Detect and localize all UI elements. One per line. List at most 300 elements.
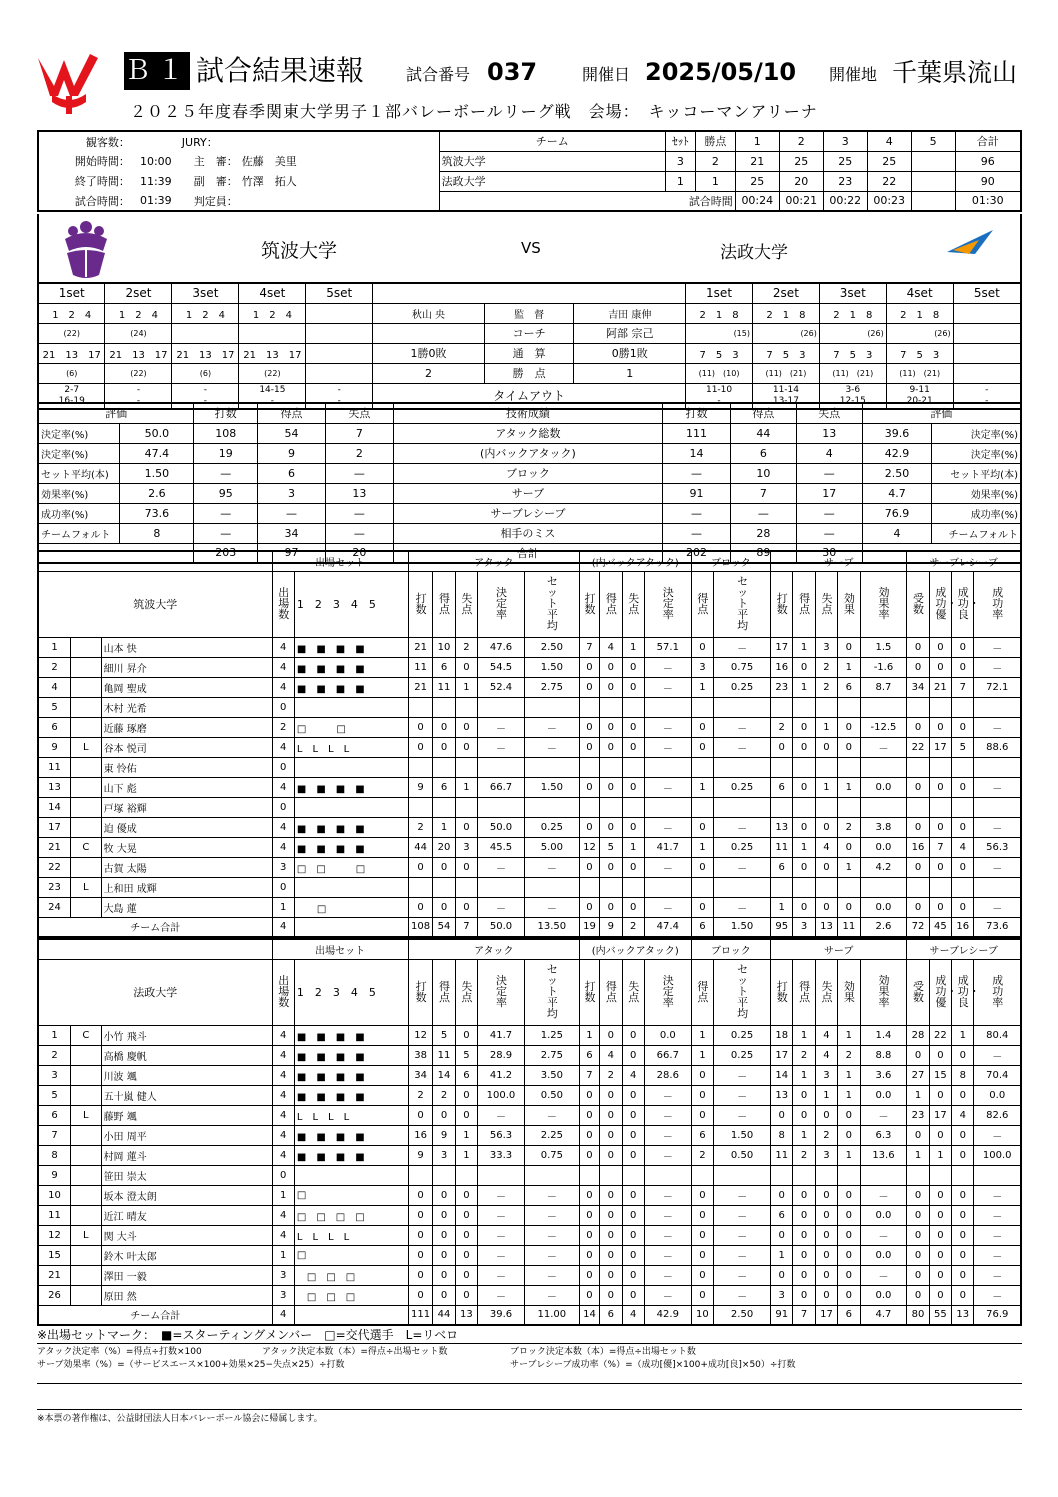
player-cell: 1 bbox=[838, 777, 860, 797]
total-cell: 55 bbox=[929, 1305, 951, 1325]
stat-cell: — bbox=[663, 463, 731, 483]
player-cell: 0 bbox=[691, 1065, 713, 1085]
player-cell: 0 bbox=[907, 777, 929, 797]
player-cell: 0 bbox=[579, 1245, 599, 1265]
player-cell: 0 bbox=[793, 817, 815, 837]
player-row bbox=[38, 717, 1021, 737]
player-cell: 17 bbox=[38, 817, 71, 837]
total-cell: 16 bbox=[952, 917, 974, 937]
player-cell: 1.50 bbox=[524, 657, 579, 677]
player-cell: 1 bbox=[793, 1025, 815, 1045]
player-cell: 山下 彪 bbox=[101, 777, 272, 797]
player-cell: 0 bbox=[622, 1205, 644, 1225]
player-cell: － bbox=[974, 717, 1021, 737]
eval-value: 8 bbox=[120, 523, 194, 543]
player-cell: － bbox=[644, 677, 691, 697]
player-row bbox=[38, 757, 1021, 777]
total-cell: 39.6 bbox=[478, 1305, 525, 1325]
player-cell: 2.50 bbox=[524, 637, 579, 657]
player-cell bbox=[771, 877, 793, 897]
stat-cell: 95 bbox=[194, 483, 258, 503]
player-cell bbox=[974, 797, 1021, 817]
player-cell: － bbox=[644, 1185, 691, 1205]
player-cell: － bbox=[714, 1245, 771, 1265]
player-cell: 0.25 bbox=[524, 817, 579, 837]
player-cell: 東 怜佑 bbox=[101, 757, 272, 777]
tech-name: アタック総数 bbox=[393, 423, 662, 443]
player-cell: － bbox=[714, 817, 771, 837]
player-cell bbox=[815, 697, 837, 717]
player-cell: 0 bbox=[952, 1245, 974, 1265]
total-cell: 4 bbox=[272, 1305, 294, 1325]
player-cell bbox=[71, 777, 102, 797]
player-row bbox=[38, 1025, 1021, 1045]
note: アタック決定本数（本）=得点÷出場セット数 bbox=[262, 1347, 448, 1357]
player-cell: 0 bbox=[622, 857, 644, 877]
player-cell: 村岡 蓮斗 bbox=[101, 1145, 272, 1165]
h-hit: 打数 bbox=[194, 403, 258, 423]
player-row bbox=[38, 697, 1021, 717]
player-cell: 7 bbox=[38, 1125, 71, 1145]
player-cell bbox=[524, 797, 579, 817]
player-cell: 5 bbox=[952, 737, 974, 757]
player-cell: □ □ □ bbox=[294, 857, 408, 877]
player-cell bbox=[455, 757, 477, 777]
player-cell: 22 bbox=[38, 857, 71, 877]
player-cell bbox=[71, 637, 102, 657]
score-cell: 25 bbox=[779, 151, 823, 171]
score-cell bbox=[911, 171, 955, 191]
total-cell: 203 bbox=[194, 543, 258, 563]
stat-cell: 7 bbox=[730, 483, 796, 503]
player-cell: 1 bbox=[929, 1145, 951, 1165]
score-pts: 2 bbox=[695, 151, 735, 171]
player-cell: 鈴木 叶太郎 bbox=[101, 1245, 272, 1265]
player-cell: 82.6 bbox=[974, 1105, 1021, 1125]
player-cell: － bbox=[714, 1105, 771, 1125]
player-cell: 0 bbox=[793, 737, 815, 757]
team-total-row bbox=[38, 1305, 1021, 1325]
stat-cell: 34 bbox=[258, 523, 326, 543]
sub: (24) bbox=[105, 323, 172, 343]
h-set: ｾｯﾄ bbox=[665, 131, 695, 151]
player-cell: － bbox=[524, 1245, 579, 1265]
player-cell: 5 bbox=[433, 1025, 455, 1045]
h-tech: 技術成績 bbox=[393, 403, 662, 423]
player-cell: 0 bbox=[600, 1105, 622, 1125]
total-cell: 91 bbox=[771, 1305, 793, 1325]
timeout: - bbox=[203, 395, 208, 406]
sub bbox=[306, 323, 373, 343]
player-cell: 0 bbox=[838, 1225, 860, 1245]
player-cell: 0 bbox=[579, 1105, 599, 1125]
player-cell: 0 bbox=[793, 777, 815, 797]
player-cell: 0 bbox=[600, 1125, 622, 1145]
player-cell: 1 bbox=[622, 837, 644, 857]
player-cell: □ □ □ □ bbox=[294, 1205, 408, 1225]
player-cell bbox=[929, 1165, 951, 1185]
note: アタック決定率（%）=得点÷打数×100 bbox=[37, 1347, 202, 1357]
player-cell bbox=[622, 1165, 644, 1185]
player-cell: 3.8 bbox=[860, 817, 907, 837]
player-cell: － bbox=[524, 737, 579, 757]
sub bbox=[953, 363, 1021, 383]
player-cell: 0 bbox=[793, 1245, 815, 1265]
eval-value: 1.50 bbox=[120, 463, 194, 483]
set-time: 00:22 bbox=[823, 191, 867, 211]
player-cell: － bbox=[714, 1265, 771, 1285]
player-cell: 0 bbox=[929, 717, 951, 737]
player-cell: 1 bbox=[815, 1085, 837, 1105]
player-cell: 0 bbox=[838, 837, 860, 857]
player-cell: － bbox=[974, 1285, 1021, 1305]
total-cell: 54 bbox=[433, 917, 455, 937]
player-cell: 0 bbox=[408, 897, 433, 917]
player-cell: 1 bbox=[793, 677, 815, 697]
stat-cell: 54 bbox=[258, 423, 326, 443]
player-cell: － bbox=[714, 1085, 771, 1105]
player-cell: 3.50 bbox=[524, 1065, 579, 1085]
player-cell: 3 bbox=[815, 1145, 837, 1165]
timeout: 13-17 bbox=[772, 395, 799, 406]
stat-cell: 28 bbox=[730, 523, 796, 543]
player-cell bbox=[600, 757, 622, 777]
total-cell bbox=[294, 917, 408, 937]
lineup-block bbox=[37, 282, 1022, 410]
player-cell bbox=[71, 717, 102, 737]
score-total: 96 bbox=[955, 151, 1021, 171]
score-total: 90 bbox=[955, 171, 1021, 191]
player-cell: 0 bbox=[907, 717, 929, 737]
player-cell: 0 bbox=[838, 1205, 860, 1225]
player-cell: 0 bbox=[691, 1205, 713, 1225]
player-cell: 13 bbox=[38, 777, 71, 797]
player-cell bbox=[579, 697, 599, 717]
stat-cell: — bbox=[194, 523, 258, 543]
player-cell: 0 bbox=[622, 737, 644, 757]
player-cell: 近藤 琢磨 bbox=[101, 717, 272, 737]
player-cell: 12 bbox=[579, 837, 599, 857]
player-cell: 4 bbox=[600, 1045, 622, 1065]
player-cell bbox=[294, 877, 408, 897]
player-cell: 12 bbox=[408, 1025, 433, 1045]
player-cell: 0 bbox=[455, 1265, 477, 1285]
home-record: 1勝0敗 bbox=[373, 343, 485, 363]
tech-block bbox=[37, 402, 1022, 564]
player-cell: 6 bbox=[771, 1205, 793, 1225]
player-cell bbox=[974, 697, 1021, 717]
player-cell: 3 bbox=[272, 1265, 294, 1285]
player-row bbox=[38, 1285, 1021, 1305]
player-cell: ■ ■ ■ ■ bbox=[294, 777, 408, 797]
away-player-block bbox=[37, 938, 1022, 1326]
player-cell: L bbox=[71, 1225, 102, 1245]
player-cell: 1 bbox=[691, 1045, 713, 1065]
jury-label: JURY： bbox=[181, 135, 218, 149]
player-cell: 0 bbox=[793, 1105, 815, 1125]
rotation: 1 2 4 bbox=[239, 303, 306, 323]
player-cell: 17 bbox=[929, 737, 951, 757]
player-cell: 0 bbox=[600, 1245, 622, 1265]
player-cell: － bbox=[478, 717, 525, 737]
player-cell: L L L L bbox=[294, 737, 408, 757]
player-cell: 0 bbox=[793, 1185, 815, 1205]
player-cell bbox=[860, 757, 907, 777]
vs-label: VS bbox=[521, 239, 541, 257]
lineup-table bbox=[37, 282, 1022, 410]
player-cell: 1 bbox=[907, 1145, 929, 1165]
player-cell bbox=[71, 797, 102, 817]
player-cell: 0 bbox=[600, 737, 622, 757]
player-cell: － bbox=[860, 737, 907, 757]
h-set-label: 1set bbox=[38, 283, 105, 303]
player-cell bbox=[691, 697, 713, 717]
player-cell: □ □ □ bbox=[294, 1285, 408, 1305]
player-cell: 2 bbox=[433, 1085, 455, 1105]
player-cell: － bbox=[478, 1205, 525, 1225]
player-cell: 0 bbox=[929, 817, 951, 837]
eval-label: 決定率(%) bbox=[38, 443, 120, 463]
player-cell: 0 bbox=[815, 737, 837, 757]
player-cell: 4 bbox=[272, 1065, 294, 1085]
player-cell bbox=[622, 877, 644, 897]
player-cell: 0 bbox=[691, 1245, 713, 1265]
player-cell bbox=[793, 1165, 815, 1185]
player-cell bbox=[71, 817, 102, 837]
timeout: - bbox=[203, 384, 208, 395]
total-time: 01:30 bbox=[955, 191, 1021, 211]
player-cell bbox=[691, 757, 713, 777]
player-cell bbox=[644, 697, 691, 717]
player-cell bbox=[71, 657, 102, 677]
h-recv: サーブレシーブ bbox=[907, 551, 1021, 571]
player-cell: 0 bbox=[579, 1125, 599, 1145]
h-attack: アタック bbox=[408, 551, 579, 571]
player-cell: － bbox=[714, 1285, 771, 1305]
h-s1: 1 bbox=[735, 131, 779, 151]
player-cell bbox=[644, 877, 691, 897]
player-cell: 11 bbox=[38, 757, 71, 777]
player-cell: ■ ■ ■ ■ bbox=[294, 1145, 408, 1165]
player-cell: 1 bbox=[815, 777, 837, 797]
record-label: 通 算 bbox=[484, 343, 574, 363]
player-cell: 38 bbox=[408, 1045, 433, 1065]
player-row bbox=[38, 1225, 1021, 1245]
player-cell bbox=[838, 1165, 860, 1185]
player-cell: 戸塚 裕輝 bbox=[101, 797, 272, 817]
player-cell: － bbox=[478, 1105, 525, 1125]
player-cell bbox=[815, 1165, 837, 1185]
player-cell: 5 bbox=[455, 1045, 477, 1065]
player-cell: － bbox=[524, 1225, 579, 1245]
player-cell: 0 bbox=[929, 1205, 951, 1225]
player-cell: － bbox=[714, 1185, 771, 1205]
player-cell bbox=[838, 757, 860, 777]
player-cell: 0 bbox=[455, 1245, 477, 1265]
eval-label: 決定率(%) bbox=[932, 423, 1021, 443]
player-cell bbox=[408, 757, 433, 777]
player-cell: 0 bbox=[952, 717, 974, 737]
player-cell: 0 bbox=[579, 717, 599, 737]
player-cell: 0 bbox=[952, 1285, 974, 1305]
player-cell bbox=[771, 797, 793, 817]
player-cell bbox=[71, 897, 102, 917]
player-cell: 4 bbox=[38, 677, 71, 697]
timeout: - bbox=[337, 384, 341, 395]
player-cell: 0 bbox=[952, 637, 974, 657]
eval-label: 効果率(%) bbox=[932, 483, 1021, 503]
sub bbox=[239, 323, 306, 343]
player-cell bbox=[71, 1205, 102, 1225]
player-cell: 1.5 bbox=[860, 637, 907, 657]
date-label: 開催日 bbox=[582, 65, 631, 84]
rotation: 21 13 17 bbox=[239, 343, 306, 363]
player-cell: 23 bbox=[907, 1105, 929, 1125]
player-cell: 0.25 bbox=[714, 677, 771, 697]
player-cell: － bbox=[714, 737, 771, 757]
eval-label: 成功率(%) bbox=[38, 503, 120, 523]
player-cell: 2.75 bbox=[524, 677, 579, 697]
team-name: 筑波大学 bbox=[38, 571, 272, 637]
player-cell: 五十嵐 健人 bbox=[101, 1085, 272, 1105]
player-cell: 0 bbox=[815, 1225, 837, 1245]
player-cell: 23 bbox=[771, 677, 793, 697]
player-cell: 6 bbox=[771, 857, 793, 877]
match-no: 037 bbox=[487, 58, 538, 86]
player-cell: 8.7 bbox=[860, 677, 907, 697]
player-cell: 2 bbox=[815, 677, 837, 697]
player-cell: 0.0 bbox=[860, 837, 907, 857]
player-cell: 3 bbox=[433, 1145, 455, 1165]
player-cell: 0 bbox=[622, 817, 644, 837]
player-row bbox=[38, 737, 1021, 757]
player-cell bbox=[579, 1165, 599, 1185]
player-cell: 0 bbox=[907, 1185, 929, 1205]
duration-label: 試合時間： bbox=[74, 194, 130, 208]
player-cell: 0 bbox=[793, 717, 815, 737]
player-cell bbox=[579, 757, 599, 777]
player-cell bbox=[714, 757, 771, 777]
player-cell: 4 bbox=[272, 1225, 294, 1245]
player-cell: 0 bbox=[579, 817, 599, 837]
player-cell: 0 bbox=[408, 1225, 433, 1245]
sub bbox=[953, 323, 1021, 343]
player-cell bbox=[714, 797, 771, 817]
score-cell: 25 bbox=[823, 151, 867, 171]
player-cell: 0 bbox=[907, 657, 929, 677]
eval-label: チームフォルト bbox=[38, 523, 120, 543]
player-cell: 0 bbox=[691, 817, 713, 837]
player-cell: － bbox=[524, 1185, 579, 1205]
player-cell: 0.75 bbox=[714, 657, 771, 677]
player-cell: 0 bbox=[455, 1205, 477, 1225]
player-cell: － bbox=[714, 1205, 771, 1225]
rotation: 7 5 3 bbox=[886, 343, 953, 363]
player-cell: □ bbox=[294, 1185, 408, 1205]
stat-cell: 9 bbox=[258, 443, 326, 463]
score-cell: 25 bbox=[867, 151, 911, 171]
rotation: 21 13 17 bbox=[105, 343, 172, 363]
player-cell: 0 bbox=[691, 897, 713, 917]
player-cell: L bbox=[71, 877, 102, 897]
stat-cell: — bbox=[325, 463, 393, 483]
player-row bbox=[38, 657, 1021, 677]
ref1-label: 主 審： bbox=[193, 155, 238, 168]
player-cell: 2 bbox=[815, 1125, 837, 1145]
player-cell bbox=[524, 877, 579, 897]
player-cell: － bbox=[974, 1125, 1021, 1145]
player-cell: 6 bbox=[38, 1105, 71, 1125]
player-cell: 0 bbox=[579, 1225, 599, 1245]
player-cell: 21 bbox=[38, 837, 71, 857]
rotation: 7 5 3 bbox=[819, 343, 886, 363]
player-cell: 1 bbox=[272, 897, 294, 917]
player-cell bbox=[974, 1165, 1021, 1185]
total-cell: 10 bbox=[691, 1305, 713, 1325]
total-cell: 30 bbox=[796, 543, 862, 563]
total-cell: 7 bbox=[793, 1305, 815, 1325]
player-cell: 6 bbox=[691, 1125, 713, 1145]
total-cell: 11 bbox=[838, 917, 860, 937]
h-set-label: 4set bbox=[239, 283, 306, 303]
player-cell: 0 bbox=[622, 1045, 644, 1065]
player-cell: 2 bbox=[793, 1145, 815, 1165]
set-time-label: 試合時間 bbox=[439, 191, 735, 211]
rotation: 7 5 3 bbox=[752, 343, 819, 363]
player-cell: 山本 快 bbox=[101, 637, 272, 657]
total-cell: 89 bbox=[730, 543, 796, 563]
h-s2: 2 bbox=[779, 131, 823, 151]
total-cell: 6 bbox=[691, 917, 713, 937]
eval-value: 47.4 bbox=[120, 443, 194, 463]
player-cell: 0 bbox=[272, 757, 294, 777]
player-cell bbox=[907, 1165, 929, 1185]
player-cell: 0 bbox=[408, 717, 433, 737]
player-cell: 0 bbox=[455, 1105, 477, 1125]
h-pts: 勝点 bbox=[695, 131, 735, 151]
away-pts: 1 bbox=[574, 363, 686, 383]
total-cell: 95 bbox=[771, 917, 793, 937]
h-set-label: 2set bbox=[105, 283, 172, 303]
tech-name: サーブレシーブ bbox=[393, 503, 662, 523]
end-time: 11:39 bbox=[139, 174, 172, 188]
set-mark-legend: ※出場セットマーク： ■=スターティングメンバー □=交代選手 L=リベロ bbox=[37, 1328, 459, 1342]
player-cell bbox=[793, 797, 815, 817]
player-cell: － bbox=[974, 1225, 1021, 1245]
player-cell: － bbox=[524, 717, 579, 737]
player-cell bbox=[478, 757, 525, 777]
sub: (11) (21) bbox=[819, 363, 886, 383]
player-cell: 0 bbox=[952, 1145, 974, 1165]
player-cell: 1 bbox=[38, 637, 71, 657]
player-cell bbox=[455, 1165, 477, 1185]
player-cell: 4 bbox=[272, 777, 294, 797]
player-cell: 0 bbox=[815, 857, 837, 877]
player-cell: 0.25 bbox=[714, 777, 771, 797]
stat-cell: 108 bbox=[194, 423, 258, 443]
player-cell: 0 bbox=[771, 1265, 793, 1285]
timeout: - bbox=[270, 395, 275, 406]
h-s5: 5 bbox=[911, 131, 955, 151]
total-cell: 2.6 bbox=[860, 917, 907, 937]
player-cell: 0 bbox=[771, 737, 793, 757]
player-cell: 2 bbox=[600, 1065, 622, 1085]
player-cell: □ bbox=[294, 897, 408, 917]
player-cell bbox=[714, 877, 771, 897]
h-s4: 4 bbox=[867, 131, 911, 151]
timeout: 16-19 bbox=[58, 395, 85, 406]
player-cell bbox=[294, 757, 408, 777]
